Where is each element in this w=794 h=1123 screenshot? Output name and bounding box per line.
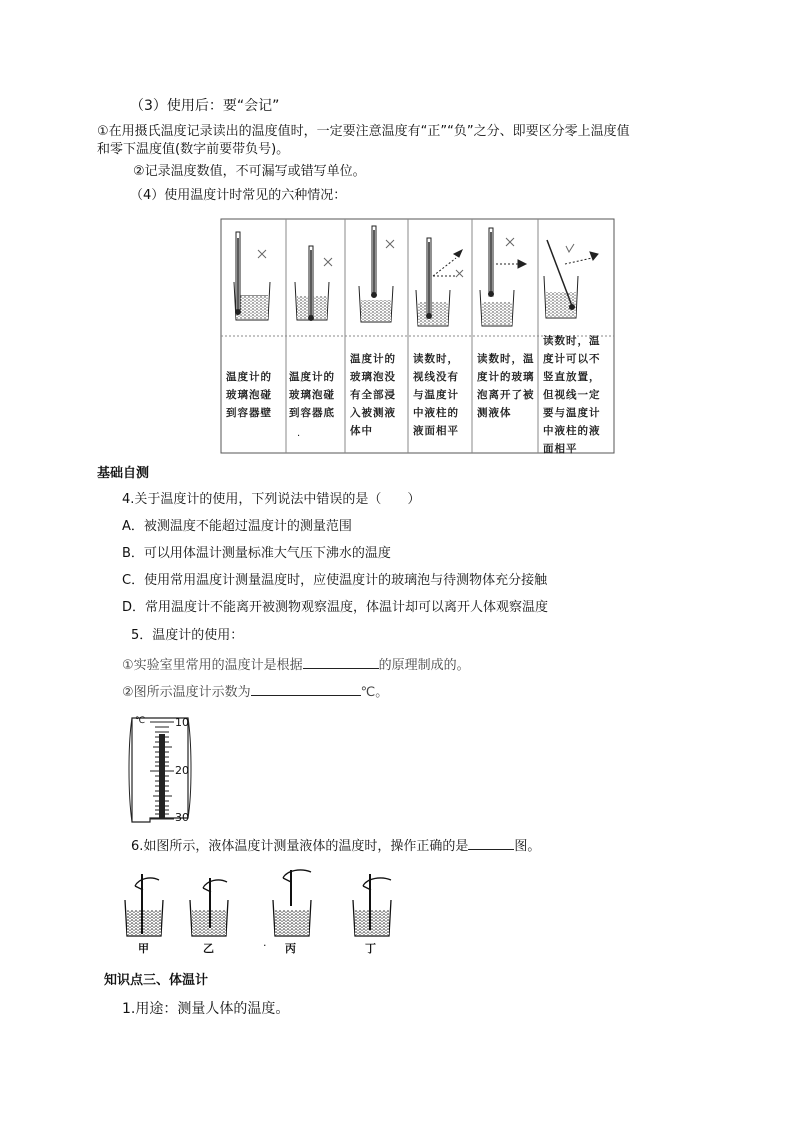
item2: ②记录温度数值，不可漏写或错写单位。 <box>133 164 366 179</box>
q5-stem: 5．温度计的使用： <box>131 628 244 643</box>
q4-option-d: D．常用温度计不能离开被测物观察温度，体温计却可以离开人体观察温度 <box>122 600 549 615</box>
use-after-heading: （3）使用后：要“会记” <box>130 98 280 114</box>
q4-option-a: A．被测温度不能超过温度计的测量范围 <box>122 519 352 534</box>
case-caption-1: 温度计的玻璃泡碰到容器壁 <box>226 371 272 419</box>
q6-figure <box>115 868 415 958</box>
q4-option-b: B．可以用体温计测量标准大气压下沸水的温度 <box>122 546 391 561</box>
knowledge-point3-item1: 1.用途：测量人体的温度。 <box>122 1001 290 1017</box>
case-caption-6: 读数时，温度计可以不竖直放置，但视线一定要与温度计中液柱的液面相平 <box>543 335 601 455</box>
q6-label-yi: 乙 <box>203 942 214 955</box>
q6-blank[interactable] <box>468 836 514 850</box>
knowledge-point3-heading: 知识点三、体温计 <box>104 973 209 988</box>
q6-label-jia: 甲 <box>138 942 149 955</box>
q6-stem-after: 图。 <box>514 839 541 854</box>
q6-stray-mark: . <box>263 936 267 949</box>
thermometer-tick-20: 20 <box>175 764 189 777</box>
item1-line1: ①在用摄氏温度记录读出的温度值时，一定要注意温度有“正”“负”之分、即要区分零上温度值 <box>97 124 630 139</box>
q5-part2 <box>122 682 388 702</box>
q5-blank-1[interactable] <box>303 655 379 669</box>
q5-blank-2[interactable] <box>251 682 361 696</box>
six-cases-figure <box>220 218 615 454</box>
case-caption-2: 温度计的玻璃泡碰到容器底 <box>289 371 335 419</box>
q5-part1-before: ①实验室里常用的温度计是根据 <box>122 658 303 673</box>
q5-part1-after: 的原理制成的。 <box>378 658 470 673</box>
q6-stem-before: 6.如图所示，液体温度计测量液体的温度时，操作正确的是 <box>131 839 469 854</box>
q6-stem <box>131 836 540 856</box>
q6-illustration <box>115 868 415 940</box>
self-test-heading: 基础自测 <box>97 466 150 481</box>
case-caption-5: 读数时，温度计的玻璃泡离开了被测液体 <box>477 353 535 419</box>
q6-label-ding: 丁 <box>365 942 376 955</box>
item1-line2: 和零下温度值(数字前要带负号)。 <box>97 142 290 157</box>
q5-part1 <box>122 655 470 675</box>
q6-label-bing: 丙 <box>285 942 296 955</box>
thermometer-tick-30: 30 <box>175 811 189 824</box>
q5-part2-after: ℃。 <box>360 685 389 700</box>
case-caption-3: 温度计的玻璃泡没有全部浸入被测液体中 <box>350 353 396 437</box>
thermometer-unit: ℃ <box>135 716 146 726</box>
q4-stem: 4.关于温度计的使用，下列说法中错误的是（ ） <box>122 492 421 507</box>
stray-mark: . <box>297 428 301 439</box>
thermometer-scale-figure <box>126 714 196 826</box>
case-caption-4: 读数时，视线没有与温度计中液柱的液面相平 <box>413 353 459 437</box>
thermometer-tick-10: 10 <box>175 716 189 729</box>
q5-part2-before: ②图所示温度计示数为 <box>122 685 251 700</box>
q4-option-c: C．使用常用温度计测量温度时，应使温度计的玻璃泡与待测物体充分接触 <box>122 573 548 588</box>
six-cases-heading: （4）使用温度计时常见的六种情况： <box>130 188 347 203</box>
